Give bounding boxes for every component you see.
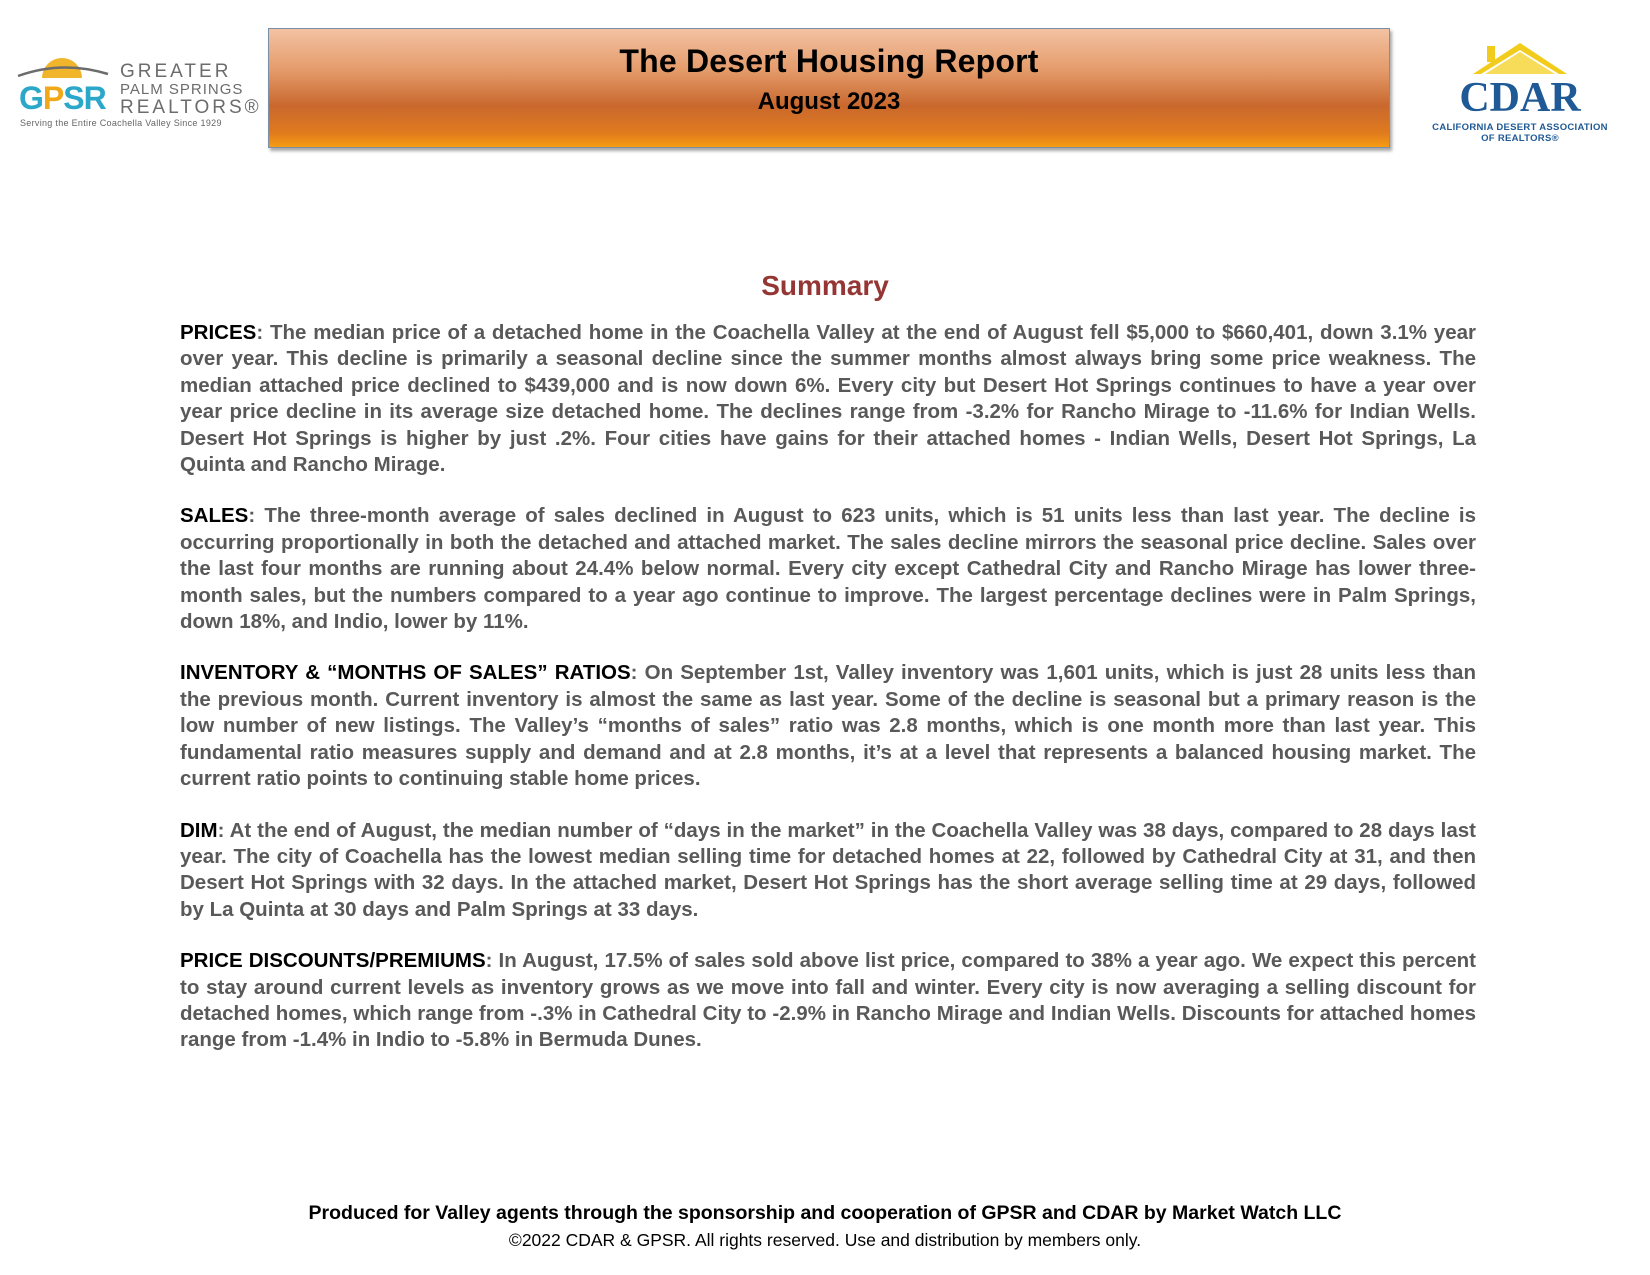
section-label: INVENTORY & “MONTHS OF SALES” RATIOS <box>180 661 631 685</box>
section-label: PRICE DISCOUNTS/PREMIUMS <box>180 949 486 973</box>
section-text: : At the end of August, the median number of “days in the market” in the Coachella Valley was 38 days, compared to 28 days last year. The city of Coachella has the lowest median selling time for detached homes at 22, followed by Cathedral City at 31, and then Desert Hot Springs with 32 days. In the attached market, Desert Hot Springs has the short average selling time at 29 days, followed by La Quinta at 30 days and Palm Springs at 33 days. <box>180 818 1476 921</box>
gpsr-letters: GPSR <box>19 80 106 116</box>
cdar-full-name: CALIFORNIA DESERT ASSOCIATION <box>1432 122 1608 133</box>
section-label: DIM <box>180 818 218 842</box>
section-text: : In August, 17.5% of sales sold above list price, compared to 38% a year ago. We expect this percent to stay around current levels as inventory grows as we move into fall and winter. Every city is now averaging a selling discount for detached homes, which range from -.3% in Cathedral City to -2.9% in Rancho Mirage and Indian Wells. Discounts for attached homes range from -1.4% in Indio to -5.8% in Bermuda Dunes. <box>180 949 1477 1052</box>
section-dim <box>180 818 1476 924</box>
report-header-banner <box>268 28 1390 148</box>
gpsr-logo <box>14 52 262 132</box>
section-text: : The three-month average of sales declined in August to 623 units, which is 51 units less than last year. The decline is occurring proportionally in both the detached and attached market. The sales decline mirrors the seasonal price decline. Sales over the last four months are running about 24.4% below normal. Every city except Cathedral City and Rancho Mirage has lower three-month sales, but the numbers compared to a year ago continue to improve. The largest percentage declines were in Palm Springs, down 18%, and Indio, lower by 11%. <box>180 504 1476 634</box>
report-date: August 2023 <box>757 88 901 115</box>
gpsr-tagline: Serving the Entire Coachella Valley Since 1929 <box>20 118 222 128</box>
section-prices <box>180 320 1476 478</box>
section-sales <box>180 503 1476 635</box>
footer-credit: Produced for Valley agents through the sponsorship and cooperation of GPSR and CDAR by Market Watch LLC <box>308 1202 1342 1224</box>
section-text: : On September 1st, Valley inventory was 1,601 units, which is just 28 units less than the previous month. Current inventory is almost the same as last year. Some of the decline is seasonal but a primary reason is the low number of new listings. The Valley’s “months of sales” ratio was 2.8 months, which is one month more than last year. This fundamental ratio measures supply and demand and at 2.8 months, it’s at a level that represents a balanced housing market. The current ratio points to continuing stable home prices. <box>180 661 1476 791</box>
section-inventory <box>180 660 1476 792</box>
summary-body <box>180 320 1476 1079</box>
footer-copyright: ©2022 CDAR & GPSR. All rights reserved. Use and distribution by members only. <box>508 1230 1142 1250</box>
cdar-logo <box>1425 40 1615 145</box>
cdar-wordmark: CDAR <box>1459 75 1581 121</box>
report-title: The Desert Housing Report <box>619 43 1039 79</box>
section-text: : The median price of a detached home in the Coachella Valley at the end of August fell $5,000 to $660,401, down 3.1% year over year. This decline is primarily a seasonal decline since the summer months almost always bring some price weakness. The median attached price declined to $439,000 and is now down 6%. Every city but Desert Hot Springs continues to have a year over year price decline in its average size detached home. The declines range from -3.2% for Rancho Mirage to -11.6% for Indian Wells. Desert Hot Springs is higher by just .2%. Four cities have gains for their attached homes - Indian Wells, Desert Hot Springs, La Quinta and Rancho Mirage. <box>180 321 1476 477</box>
summary-heading: Summary <box>761 270 889 301</box>
gpsr-wordmark: GREATER PALM SPRINGS REALTORS® <box>120 61 262 118</box>
section-price-discounts <box>180 948 1476 1054</box>
section-label: PRICES <box>180 321 257 344</box>
section-label: SALES <box>180 504 249 528</box>
cdar-full-name-2: OF REALTORS® <box>1481 133 1559 144</box>
